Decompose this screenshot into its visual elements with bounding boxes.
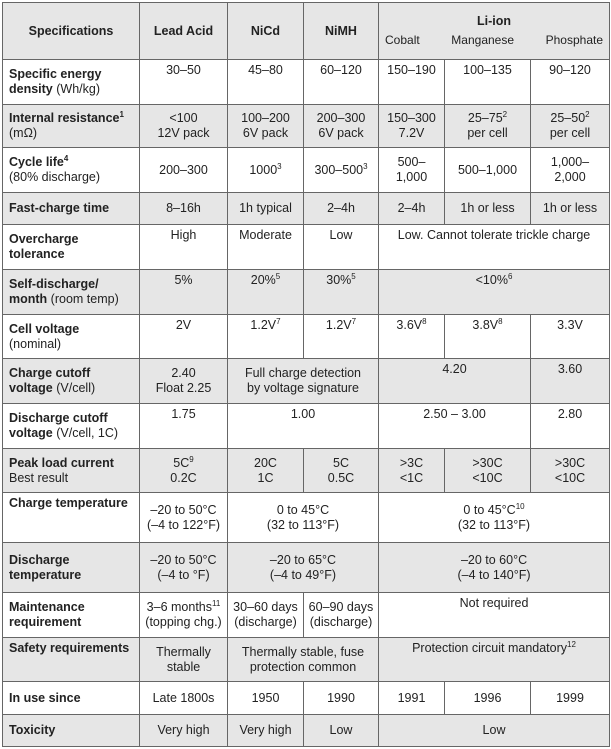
cell-resistance-lead: <100 12V pack	[140, 104, 228, 148]
cell-fast-nicd: 1h typical	[228, 193, 304, 225]
row-cycle-life	[3, 148, 610, 193]
cell-energy-phosphate: 90–120	[531, 60, 610, 105]
cell-inuse-nicd: 1950	[228, 682, 304, 714]
header-specifications: Specifications	[3, 3, 140, 60]
cell-selfdis-nicd: 20%$^5$	[228, 270, 304, 315]
cell-resistance-nimh: 200–300 6V pack	[304, 104, 379, 148]
cell-tox-lead: Very high	[140, 714, 228, 746]
cell-energy-cobalt: 150–190	[379, 60, 445, 105]
battery-specifications-table	[2, 2, 610, 747]
cell-selfdis-lead: 5%	[140, 270, 228, 315]
label-cell-voltage: Cell voltage (nominal)	[3, 314, 140, 359]
header-nicd: NiCd	[228, 3, 304, 60]
cell-inuse-phosphate: 1999	[531, 682, 610, 714]
row-in-use-since	[3, 682, 610, 714]
row-fast-charge	[3, 193, 610, 225]
cell-cycle-nicd: 1000$^3$	[228, 148, 304, 193]
cell-cycle-manganese: 500–1,000	[445, 148, 531, 193]
header-liion-title: Li-ion	[477, 14, 512, 29]
cell-resistance-manganese: $25-75^2$ per cell	[445, 104, 531, 148]
cell-cycle-cobalt: 500– 1,000	[379, 148, 445, 193]
cell-peak-phosphate: >30C <10C	[531, 448, 610, 493]
cell-maint-lead: 3–6 months$^{11}$ (topping chg.)	[140, 593, 228, 638]
label-fast-charge: Fast-charge time	[3, 193, 140, 225]
label-toxicity: Toxicity	[3, 714, 140, 746]
label-self-discharge: Self-discharge/ month (room temp)	[3, 270, 140, 315]
cell-tox-liion: Low	[379, 714, 610, 746]
cell-resistance-cobalt: 150–300 7.2V	[379, 104, 445, 148]
cell-voltage-lead: 2V	[140, 314, 228, 359]
cell-peak-lead: $5C^9$ 0.2C	[140, 448, 228, 493]
label-cycle-life: Cycle life$^4$ (80% discharge)	[3, 148, 140, 193]
cell-safety-lead: Thermally stable	[140, 637, 228, 682]
cell-overcharge-lead: High	[140, 225, 228, 270]
cell-fast-cobalt: 2–4h	[379, 193, 445, 225]
cell-discut-cobalt-manganese: 2.50 – 3.00	[379, 404, 531, 449]
cell-distemp-nickel: –20 to 65°C (–4 to 49°F)	[228, 543, 379, 593]
header-lead-acid: Lead Acid	[140, 3, 228, 60]
label-charge-temperature: Charge temperature	[3, 493, 140, 543]
cell-fast-lead: 8–16h	[140, 193, 228, 225]
cell-discut-phosphate: 2.80	[531, 404, 610, 449]
cell-fast-manganese: 1h or less	[445, 193, 531, 225]
cell-voltage-manganese: $3.8V^8$	[445, 314, 531, 359]
cell-tox-nimh: Low	[304, 714, 379, 746]
row-peak-load	[3, 448, 610, 493]
cell-discut-nickel: 1.00	[228, 404, 379, 449]
cell-overcharge-nimh: Low	[304, 225, 379, 270]
cell-resistance-phosphate: $25-50^2$ per cell	[531, 104, 610, 148]
cell-chgcut-nickel: Full charge detection by voltage signature	[228, 359, 379, 404]
cell-inuse-manganese: 1996	[445, 682, 531, 714]
header-cobalt: Cobalt	[385, 33, 420, 48]
header-phosphate: Phosphate	[545, 33, 604, 48]
row-cell-voltage	[3, 314, 610, 359]
cell-peak-cobalt: >3C <1C	[379, 448, 445, 493]
label-specific-energy: Specific energy density (Wh/kg)	[3, 60, 140, 105]
row-charge-temperature	[3, 493, 610, 543]
cell-energy-nicd: 45–80	[228, 60, 304, 105]
cell-chgtemp-nickel: 0 to 45°C (32 to 113°F)	[228, 493, 379, 543]
cell-voltage-phosphate: 3.3V	[531, 314, 610, 359]
cell-peak-manganese: >30C <10C	[445, 448, 531, 493]
cell-fast-nimh: 2–4h	[304, 193, 379, 225]
cell-selfdis-liion: <10%$^6$	[379, 270, 610, 315]
cell-selfdis-nimh: 30%$^5$	[304, 270, 379, 315]
cell-overcharge-liion: Low. Cannot tolerate trickle charge	[379, 225, 610, 270]
cell-cycle-lead: 200–300	[140, 148, 228, 193]
cell-voltage-nicd: $1.2V^7$	[228, 314, 304, 359]
header-manganese: Manganese	[451, 33, 515, 48]
cell-maint-nimh: 60–90 days (discharge)	[304, 593, 379, 638]
row-internal-resistance	[3, 104, 610, 148]
cell-distemp-lead: –20 to 50°C (–4 to °F)	[140, 543, 228, 593]
row-safety	[3, 637, 610, 682]
cell-chgtemp-lead: –20 to 50°C (–4 to 122°F)	[140, 493, 228, 543]
label-overcharge: Overcharge tolerance	[3, 225, 140, 270]
row-specific-energy	[3, 60, 610, 105]
cell-maint-nicd: 30–60 days (discharge)	[228, 593, 304, 638]
row-discharge-cutoff	[3, 404, 610, 449]
cell-voltage-cobalt: $3.6V^8$	[379, 314, 445, 359]
cell-cycle-nimh: $300-500^3$	[304, 148, 379, 193]
row-maintenance	[3, 593, 610, 638]
cell-inuse-nimh: 1990	[304, 682, 379, 714]
cell-safety-liion: Protection circuit mandatory$^{12}$	[379, 637, 610, 682]
label-peak-load: Peak load current Best result	[3, 448, 140, 493]
cell-chgtemp-liion: 0 to $45^\circ C^{10}$ (32 to 113°F)	[379, 493, 610, 543]
cell-resistance-nicd: 100–200 6V pack	[228, 104, 304, 148]
header-row	[3, 3, 610, 60]
cell-energy-nimh: 60–120	[304, 60, 379, 105]
label-internal-resistance: Internal resistance$^1$ (mΩ)	[3, 104, 140, 148]
cell-energy-manganese: 100–135	[445, 60, 531, 105]
cell-chgcut-lead: 2.40 Float 2.25	[140, 359, 228, 404]
cell-chgcut-cobalt-manganese: 4.20	[379, 359, 531, 404]
header-nimh: NiMH	[304, 3, 379, 60]
label-discharge-cutoff: Discharge cutoff voltage (V/cell, 1C)	[3, 404, 140, 449]
cell-inuse-lead: Late 1800s	[140, 682, 228, 714]
cell-chgcut-phosphate: 3.60	[531, 359, 610, 404]
cell-distemp-liion: –20 to 60°C (–4 to 140°F)	[379, 543, 610, 593]
row-discharge-temperature	[3, 543, 610, 593]
header-liion	[379, 3, 610, 60]
row-self-discharge	[3, 270, 610, 315]
cell-peak-nimh: 5C 0.5C	[304, 448, 379, 493]
label-safety: Safety requirements	[3, 637, 140, 682]
cell-safety-nickel: Thermally stable, fuse protection common	[228, 637, 379, 682]
cell-cycle-phosphate: 1,000– 2,000	[531, 148, 610, 193]
label-charge-cutoff: Charge cutoff voltage (V/cell)	[3, 359, 140, 404]
label-maintenance: Maintenance requirement	[3, 593, 140, 638]
label-in-use-since: In use since	[3, 682, 140, 714]
cell-peak-nicd: 20C 1C	[228, 448, 304, 493]
cell-discut-lead: 1.75	[140, 404, 228, 449]
cell-overcharge-nicd: Moderate	[228, 225, 304, 270]
cell-energy-lead: 30–50	[140, 60, 228, 105]
cell-maint-liion: Not required	[379, 593, 610, 638]
cell-voltage-nimh: $1.2V^7$	[304, 314, 379, 359]
row-charge-cutoff	[3, 359, 610, 404]
row-toxicity	[3, 714, 610, 746]
row-overcharge	[3, 225, 610, 270]
label-discharge-temperature: Discharge temperature	[3, 543, 140, 593]
cell-tox-nicd: Very high	[228, 714, 304, 746]
cell-fast-phosphate: 1h or less	[531, 193, 610, 225]
cell-inuse-cobalt: 1991	[379, 682, 445, 714]
